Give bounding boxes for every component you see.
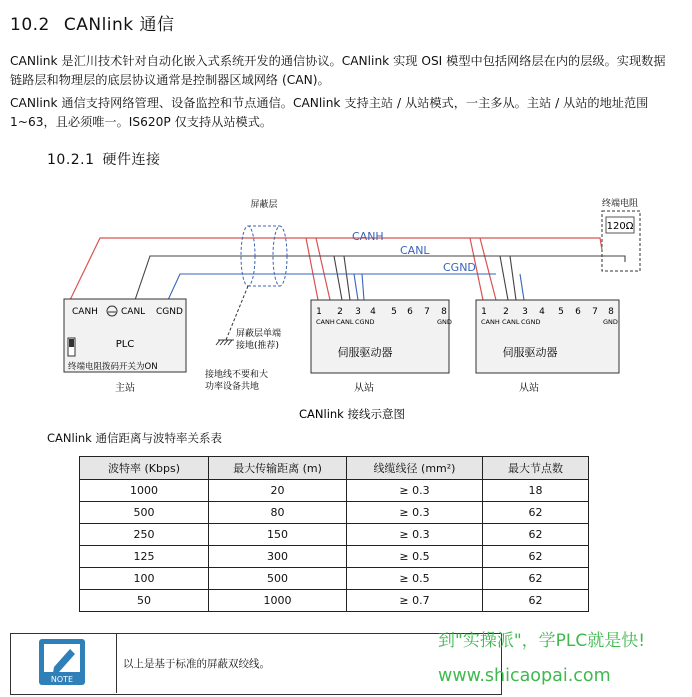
ground-note-2: 功率设备共地 (205, 382, 260, 392)
cgnd-label: CGND (443, 261, 476, 274)
baud-rate-table (79, 456, 589, 612)
drive-1-pin-1: 1 (316, 307, 322, 317)
drive-2-role: 从站 (519, 383, 539, 394)
note-icon-label: NOTE (50, 675, 74, 684)
table-cell: 62 (483, 568, 589, 590)
canl-drop-2 (500, 256, 508, 300)
paragraph-features: CANlink 通信支持网络管理、设备监控和节点通信。CANlink 支持主站 / 从站模式，一主多从。主站 / 从站的地址范围 1~63，且必须唯一。IS620P 仅支持从站模式。 (10, 96, 649, 129)
table-cell: 20 (209, 480, 347, 502)
table-cell: 500 (80, 502, 209, 524)
drive-1-pin-2: 2 (337, 307, 343, 317)
watermark-url: www.shicaopai.com (438, 666, 611, 686)
drive-2-pin-name-canh: CANH (481, 318, 500, 326)
canh-drop-1b (316, 238, 330, 300)
drive-2-pin-name-gnd: GND (603, 318, 618, 326)
canh-drop-2b (480, 238, 496, 300)
subsection-heading (47, 149, 161, 169)
table-cell: 150 (209, 524, 347, 546)
table-cell: ≥ 0.7 (347, 590, 483, 612)
diagram-caption: CANlink 接线示意图 (299, 407, 405, 421)
plc-terminal-canl: CANL (121, 307, 146, 317)
drive-2-pin-name-canl: CANL (502, 318, 520, 326)
drive-1-pin-name-cgnd: CGND (355, 318, 375, 326)
subsection-title: 硬件连接 (102, 152, 161, 168)
drive-1-pin-3: 3 (355, 307, 361, 317)
table-cell: 18 (483, 480, 589, 502)
drive-1-pin-8: 8 (441, 307, 447, 317)
table-cell: ≥ 0.3 (347, 502, 483, 524)
cgnd-bus-line (168, 274, 496, 300)
drive-2-pin-6: 6 (575, 307, 581, 317)
table-cell: 100 (80, 568, 209, 590)
plc-name: PLC (115, 339, 135, 350)
table-cell: 62 (483, 502, 589, 524)
shield-ground-note-1: 屏蔽层单端 (236, 329, 282, 339)
table-cell: 50 (80, 590, 209, 612)
drive-1-pin-name-gnd: GND (437, 318, 452, 326)
terminator-label: 终端电阻 (601, 199, 639, 209)
table-row (80, 524, 589, 546)
drive-2-pin-8: 8 (608, 307, 614, 317)
table-cell: 500 (209, 568, 347, 590)
drive-2-pin-5: 5 (558, 307, 564, 317)
shield-ground-note-2: 接地(推荐) (236, 341, 280, 351)
table-cell: ≥ 0.3 (347, 480, 483, 502)
drive-1-pin-4: 4 (370, 307, 376, 317)
cgnd-drop-2 (520, 274, 524, 300)
canl-label: CANL (400, 244, 430, 257)
note-pencil-icon (10, 633, 116, 693)
table-row (80, 502, 589, 524)
table-cell: 80 (209, 502, 347, 524)
section-number: 10.2 (10, 15, 50, 35)
canl-drop-1 (334, 256, 342, 300)
plc-terminal-cgnd: CGND (156, 307, 183, 317)
drive-1-pin-name-canh: CANH (316, 318, 335, 326)
canl-drop-1b (344, 256, 350, 300)
column-header: 线缆线径 (mm²) (347, 457, 483, 480)
drive-2-pin-4: 4 (539, 307, 545, 317)
drive-1-pin-name-canl: CANL (336, 318, 354, 326)
table-row (80, 546, 589, 568)
table-header-row (80, 457, 589, 480)
drive-2-pin-name-cgnd: CGND (521, 318, 541, 326)
column-header: 最大传输距离 (m) (209, 457, 347, 480)
cgnd-drop-1 (354, 274, 358, 300)
table-cell: 1000 (80, 480, 209, 502)
wiring-diagram (0, 190, 692, 430)
shield-label: 屏蔽层 (250, 200, 278, 210)
canl-bus-line (135, 256, 625, 300)
resistor-value: 120Ω (606, 221, 634, 232)
subsection-number: 10.2.1 (47, 152, 95, 168)
ground-note-1: 接地线不要和大 (205, 370, 269, 380)
plc-terminal-canh: CANH (72, 307, 98, 317)
paragraph-intro: CANlink 是汇川技术针对自动化嵌入式系统开发的通信协议。CANlink 实现 OSI 模型中包括网络层在内的层级。实现数据链路层和物理层的底层协议通常是控制器区域网络 (CAN)。 (10, 54, 666, 87)
column-header: 波特率 (Kbps) (80, 457, 209, 480)
drive-2-pin-7: 7 (592, 307, 598, 317)
drive-2-pin-1: 1 (481, 307, 487, 317)
note-icon-cell (10, 633, 117, 693)
table-row (80, 568, 589, 590)
drive-2-name: 伺服驱动器 (502, 346, 558, 359)
table-cell: ≥ 0.3 (347, 524, 483, 546)
drive-1-role: 从站 (354, 383, 374, 394)
drive-2-pin-3: 3 (522, 307, 528, 317)
section-title: CANlink 通信 (63, 15, 175, 35)
drive-1-name: 伺服驱动器 (337, 346, 393, 359)
drive-2-pin-2: 2 (503, 307, 509, 317)
canh-drop-1 (306, 238, 318, 300)
plc-role: 主站 (115, 383, 135, 394)
table-cell: 300 (209, 546, 347, 568)
table-row (80, 590, 589, 612)
canh-label: CANH (352, 230, 384, 243)
drive-1-pin-7: 7 (424, 307, 430, 317)
plc-dip-label: 终端电阻拨码开关为ON (68, 362, 158, 372)
drive-1-pin-5: 5 (391, 307, 397, 317)
table-cell: 125 (80, 546, 209, 568)
table-cell: 62 (483, 524, 589, 546)
table-cell: ≥ 0.5 (347, 568, 483, 590)
table-row (80, 480, 589, 502)
table-cell: ≥ 0.5 (347, 546, 483, 568)
section-heading (10, 10, 175, 35)
table-cell: 250 (80, 524, 209, 546)
table-cell: 62 (483, 546, 589, 568)
column-header: 最大节点数 (483, 457, 589, 480)
table-cell: 1000 (209, 590, 347, 612)
drive-1-pin-6: 6 (407, 307, 413, 317)
table-cell: 62 (483, 590, 589, 612)
note-text: 以上是基于标准的屏蔽双绞线。 (123, 658, 270, 670)
cgnd-drop-1b (362, 274, 364, 300)
watermark-slogan: 到"实操派"，学PLC就是快! (438, 631, 646, 651)
table-caption: CANlink 通信距离与波特率关系表 (47, 431, 222, 445)
canl-drop-2b (510, 256, 516, 300)
